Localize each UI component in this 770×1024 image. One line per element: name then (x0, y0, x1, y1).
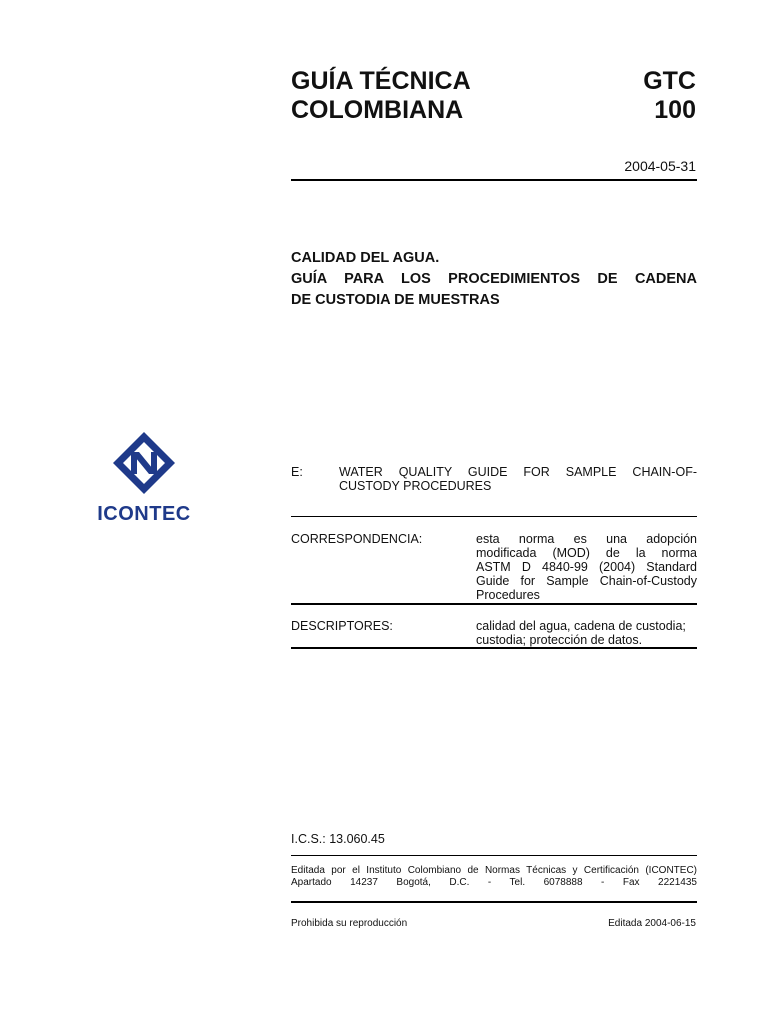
ics-divider (291, 855, 697, 856)
title-line-1: GUÍA TÉCNICA (291, 67, 471, 95)
code-line-2: 100 (654, 96, 696, 124)
reproduction-notice: Prohibida su reproducción (291, 918, 408, 929)
correspondence-line-5: Procedures (476, 588, 540, 602)
correspondence-line-3: ASTM D 4840-99 (2004) Standard (476, 560, 697, 574)
correspondence-line-1: esta norma es una adopción (476, 532, 697, 546)
subject-line-2: GUÍA PARA LOS PROCEDIMIENTOS DE CADENA (291, 271, 697, 287)
section-divider-2 (291, 603, 697, 605)
correspondence-line-4: Guide for Sample Chain-of-Custody (476, 574, 697, 588)
icontec-logo (87, 430, 201, 526)
publisher-line-2: Apartado 14237 Bogotá, D.C. - Tel. 6078888 - Fax 2221435 (291, 877, 697, 888)
descriptors-label: DESCRIPTORES: (291, 619, 393, 633)
title-line-2: COLOMBIANA (291, 96, 464, 124)
correspondence-line-2: modificada (MOD) de la norma (476, 546, 697, 560)
descriptors-line-1: calidad del agua, cadena de custodia; (476, 619, 686, 633)
logo-wordmark: ICONTEC (97, 503, 191, 525)
english-title-line-2: CUSTODY PROCEDURES (339, 479, 492, 493)
document-code (643, 67, 696, 125)
edition-date: Editada 2004-06-15 (608, 918, 696, 929)
descriptors-line-2: custodia; protección de datos. (476, 633, 643, 647)
section-divider-3 (291, 647, 697, 649)
code-line-1: GTC (643, 67, 696, 95)
descriptors-text (476, 619, 697, 647)
subject-line-1: CALIDAD DEL AGUA. (291, 250, 440, 266)
english-title (339, 465, 697, 493)
correspondence-label: CORRESPONDENCIA: (291, 532, 423, 546)
document-title (291, 67, 471, 125)
correspondence-text (476, 532, 697, 602)
english-title-label: E: (291, 465, 303, 479)
publisher-divider (291, 901, 697, 903)
section-divider-1 (291, 516, 697, 517)
ics-code: I.C.S.: 13.060.45 (291, 832, 385, 846)
english-title-line-1: WATER QUALITY GUIDE FOR SAMPLE CHAIN-OF- (339, 465, 697, 479)
publisher-line-1: Editada por el Instituto Colombiano de Normas Técnicas y Certificación (ICONTEC) (291, 865, 697, 876)
publication-date: 2004-05-31 (624, 158, 696, 174)
header-divider (291, 179, 697, 181)
document-subject (291, 248, 697, 311)
icontec-n-icon (87, 430, 201, 496)
subject-line-3: DE CUSTODIA DE MUESTRAS (291, 292, 500, 308)
publisher-info (291, 865, 697, 889)
